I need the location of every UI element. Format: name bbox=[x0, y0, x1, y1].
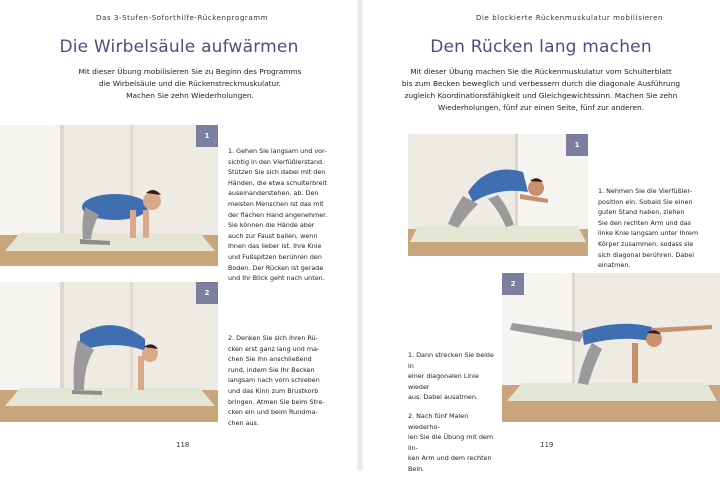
caption-line: len Sie die Übung mit dem lin- bbox=[408, 433, 494, 452]
caption-line: 1. Gehen Sie langsam und vor- bbox=[228, 147, 327, 155]
caption-line: der flachen Hand angenehmer. bbox=[228, 210, 328, 219]
intro-line: Machen Sie zehn Wiederholungen. bbox=[126, 91, 254, 100]
intro-line: Mit dieser Übung machen Sie die Rückenmuskulatur vom Schulterblatt bbox=[410, 67, 672, 76]
caption-line: auseinanderstehen, ab. Den bbox=[228, 189, 319, 198]
step-1-text-left bbox=[228, 146, 348, 284]
step-badge-1-right: 1 bbox=[566, 134, 588, 156]
step-1-text-right bbox=[598, 186, 714, 271]
step-badge-2-right: 2 bbox=[502, 273, 524, 295]
intro-left bbox=[40, 66, 340, 102]
intro-right bbox=[382, 66, 700, 114]
caption-line: linke Knie langsam unter Ihrem bbox=[598, 229, 699, 238]
page-number-right: 119 bbox=[540, 441, 554, 449]
exercise-photo-cat-1 bbox=[0, 125, 218, 266]
caption-line: meisten Menschen ist das mit bbox=[228, 199, 324, 208]
caption-line: ken Arm und dem rechten bbox=[408, 454, 492, 463]
caption-line: Bein. bbox=[408, 464, 425, 473]
page-title-right: Den Rücken lang machen bbox=[430, 37, 652, 57]
caption-line: einatmen. bbox=[598, 261, 631, 270]
caption-line: aus. Dabei ausatmen. bbox=[408, 393, 478, 402]
exercise-photo-cat-2 bbox=[0, 282, 218, 422]
caption-line: Sie können die Hände aber bbox=[228, 221, 315, 230]
caption-line: Boden. Der Rücken ist gerade bbox=[228, 263, 324, 272]
step-badge-1: 1 bbox=[196, 125, 218, 147]
exercise-photo-diagonal-1 bbox=[408, 134, 588, 256]
step-2-text-right bbox=[408, 350, 500, 483]
caption-line: 1. Nehmen Sie die Vierfüßler- bbox=[598, 187, 692, 195]
left-page bbox=[0, 0, 358, 471]
caption-line: auch zur Faust ballen, wenn bbox=[228, 231, 318, 240]
caption-line: Sie den rechten Arm und das bbox=[598, 218, 692, 227]
intro-line: zugleich Koordinationsfähigkeit und Gleichgewichtssinn. Machen Sie zehn bbox=[404, 91, 678, 100]
caption-line: chen Sie ihn anschließend bbox=[228, 355, 312, 364]
caption-line: Händen, die etwa schulterbreit bbox=[228, 178, 327, 187]
exercise-photo-diagonal-2 bbox=[502, 273, 720, 422]
caption-line: Körper zusammen, sodass sie bbox=[598, 239, 694, 248]
step-badge-2: 2 bbox=[196, 282, 218, 304]
caption-line: cken ein und beim Rundma- bbox=[228, 408, 318, 417]
running-header-right: Die blockierte Rückenmuskulatur mobilisieren bbox=[476, 14, 664, 22]
caption-line: langsam nach vorn schieben bbox=[228, 376, 320, 385]
caption-line: cken erst ganz lang und ma- bbox=[228, 344, 320, 353]
caption-line: und Ihr Blick geht nach unten. bbox=[228, 274, 325, 283]
caption-line: sich diagonal berühren. Dabei bbox=[598, 250, 695, 259]
caption-line: 2. Nach fünf Malen wiederho- bbox=[408, 411, 469, 431]
caption-line: und das Kinn zum Brustkorb bbox=[228, 386, 319, 395]
caption-line: guten Stand haben, ziehen bbox=[598, 208, 685, 217]
caption-line: 2. Denken Sie sich Ihren Rü- bbox=[228, 334, 318, 342]
running-header-left: Das 3-Stufen-Soforthilfe-Rückenprogramm bbox=[96, 14, 269, 22]
page-title-left: Die Wirbelsäule aufwärmen bbox=[59, 37, 299, 57]
caption-line: bringen. Atmen Sie beim Stre- bbox=[228, 397, 325, 406]
caption-line: Stützen Sie sich dabei mit den bbox=[228, 168, 326, 177]
caption-line: rund, indem Sie Ihr Becken bbox=[228, 365, 315, 374]
caption-line: Ihnen das lieber ist. Ihre Knie bbox=[228, 242, 322, 251]
caption-line: einer diagonalen Linie wieder bbox=[408, 372, 479, 391]
caption-line: 1. Dann strecken Sie beide in bbox=[408, 351, 494, 370]
caption-line: position ein. Sobald Sie einen bbox=[598, 197, 693, 206]
caption-paragraph bbox=[408, 411, 500, 475]
intro-line: Mit dieser Übung mobilisieren Sie zu Beginn des Programms bbox=[78, 67, 302, 76]
caption-line: sichtig in den Vierfüßlerstand. bbox=[228, 157, 325, 166]
intro-line: bis zum Becken beweglich und verbessern durch die diagonale Ausführung bbox=[401, 79, 681, 88]
caption-line: und Fußspitzen berühren den bbox=[228, 252, 322, 261]
caption-line: chen aus. bbox=[228, 418, 259, 427]
page-number-left: 118 bbox=[176, 441, 190, 449]
right-page bbox=[362, 0, 720, 471]
step-2-text-left bbox=[228, 333, 348, 428]
intro-line: die Wirbelsäule und die Rückenstreckmuskulatur. bbox=[99, 79, 281, 88]
intro-line: Wiederholungen, fünf zur einen Seite, fünf zur anderen. bbox=[437, 103, 645, 112]
caption-paragraph bbox=[408, 350, 500, 403]
